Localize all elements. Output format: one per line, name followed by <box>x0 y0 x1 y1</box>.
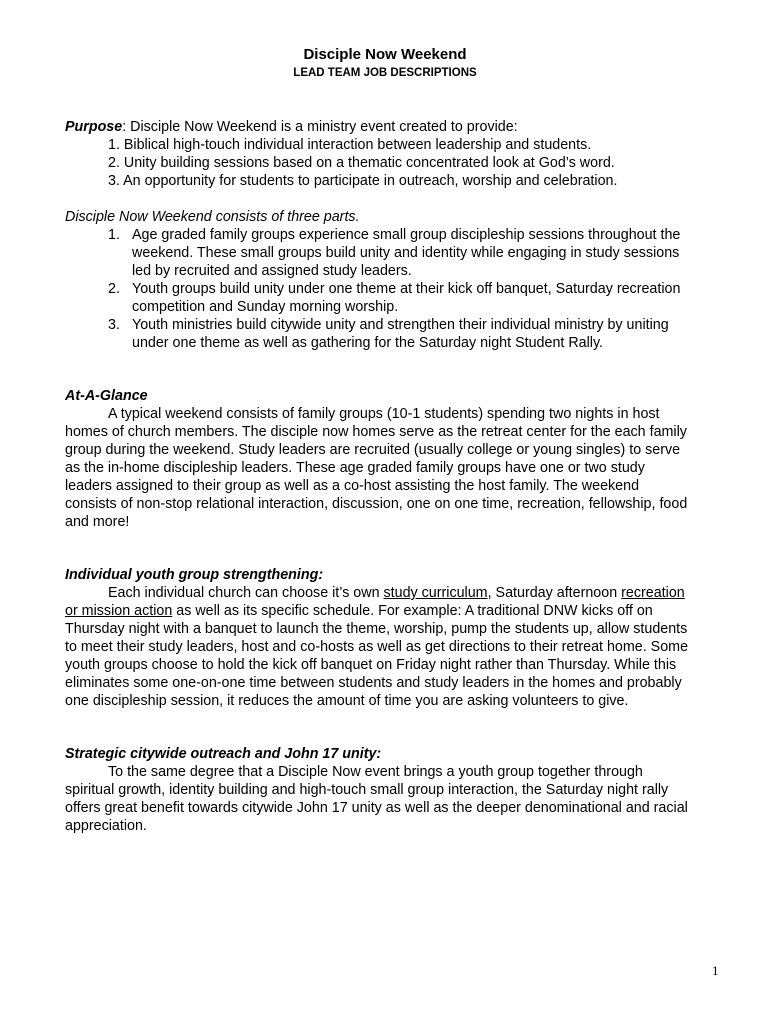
purpose-intro-text: : Disciple Now Weekend is a ministry event created to provide: <box>122 119 518 135</box>
recreation-link[interactable]: recreation <box>621 585 685 601</box>
parts-item-line: under one theme as well as gathering for the Saturday night Student Rally. <box>132 335 604 351</box>
individual-text: as well as its specific schedule. For example: A traditional DNW kicks off on <box>172 603 653 619</box>
parts-item-line: Youth groups build unity under one theme at their kick off banquet, Saturday recreation <box>132 281 681 297</box>
individual-line <box>108 584 685 602</box>
glance-line: homes of church members. The disciple now homes serve as the retreat center for the each family <box>65 424 687 440</box>
parts-item-number: 2. <box>108 281 120 297</box>
strategic-line: spiritual growth, identity building and high-touch small group interaction, the Saturday night rally <box>65 782 669 798</box>
mission-action-link[interactable]: or mission action <box>65 603 173 619</box>
glance-line: group during the weekend. Study leaders are recruited (usually college or young singles) to serve <box>65 442 681 458</box>
individual-heading: Individual youth group strengthening: <box>65 567 324 583</box>
study-curriculum-link[interactable]: study curriculum <box>383 585 488 601</box>
purpose-intro <box>65 118 518 136</box>
parts-item-line: competition and Sunday morning worship. <box>132 299 399 315</box>
purpose-item: 2. Unity building sessions based on a thematic concentrated look at God’s word. <box>108 155 615 171</box>
parts-item-number: 3. <box>108 317 120 333</box>
parts-item-line: Age graded family groups experience small group discipleship sessions throughout the <box>132 227 681 243</box>
page-number: 1 <box>712 963 719 978</box>
parts-item-line: weekend. These small groups build unity and identity while engaging in study sessions <box>132 245 680 261</box>
strategic-heading: Strategic citywide outreach and John 17 unity: <box>65 746 382 762</box>
strategic-line: offers great benefit towards citywide John 17 unity as well as the deeper denominational and racial <box>65 800 688 816</box>
individual-text: , Saturday afternoon <box>487 585 622 601</box>
glance-line: as the in-home discipleship leaders. These age graded family groups have one or two study <box>65 460 645 476</box>
purpose-item: 1. Biblical high-touch individual interaction between leadership and students. <box>108 137 592 153</box>
parts-item-line: Youth ministries build citywide unity and strengthen their individual ministry by uniting <box>132 317 669 333</box>
glance-line: and more! <box>65 514 130 530</box>
document-subtitle: LEAD TEAM JOB DESCRIPTIONS <box>293 67 477 79</box>
glance-line: consists of non-stop relational interaction, discussion, one on one time, recreation, fellowship, food <box>65 496 688 512</box>
individual-line: Thursday night with a banquet to launch the theme, worship, pump the students up, allow students <box>65 621 688 637</box>
parts-item-line: led by recruited and assigned study leaders. <box>132 263 412 279</box>
purpose-item: 3. An opportunity for students to participate in outreach, worship and celebration. <box>108 173 618 189</box>
individual-line: eliminates some one-on-one time between students and study leaders in the homes and probably <box>65 675 682 691</box>
individual-text: Each individual church can choose it’s own <box>108 585 384 601</box>
individual-line: one discipleship session, it reduces the amount of time you are asking volunteers to give. <box>65 693 629 709</box>
strategic-line: appreciation. <box>65 818 147 834</box>
document-title: Disciple Now Weekend <box>303 46 467 63</box>
parts-item-number: 1. <box>108 227 120 243</box>
individual-line: to meet their study leaders, host and co-hosts as well as get directions to their retreat home. Some <box>65 639 689 655</box>
individual-line <box>65 602 653 620</box>
glance-heading: At-A-Glance <box>65 388 148 404</box>
purpose-label: Purpose <box>65 119 123 135</box>
glance-line: A typical weekend consists of family groups (10-1 students) spending two nights in host <box>108 406 660 422</box>
strategic-line: To the same degree that a Disciple Now event brings a youth group together through <box>108 764 643 780</box>
glance-line: leaders assigned to their group as well as a co-host assisting the host family. The weekend <box>65 478 640 494</box>
parts-heading: Disciple Now Weekend consists of three parts. <box>65 209 360 225</box>
individual-line: youth groups choose to hold the kick off banquet on Friday night rather than Thursday. While this <box>65 657 677 673</box>
